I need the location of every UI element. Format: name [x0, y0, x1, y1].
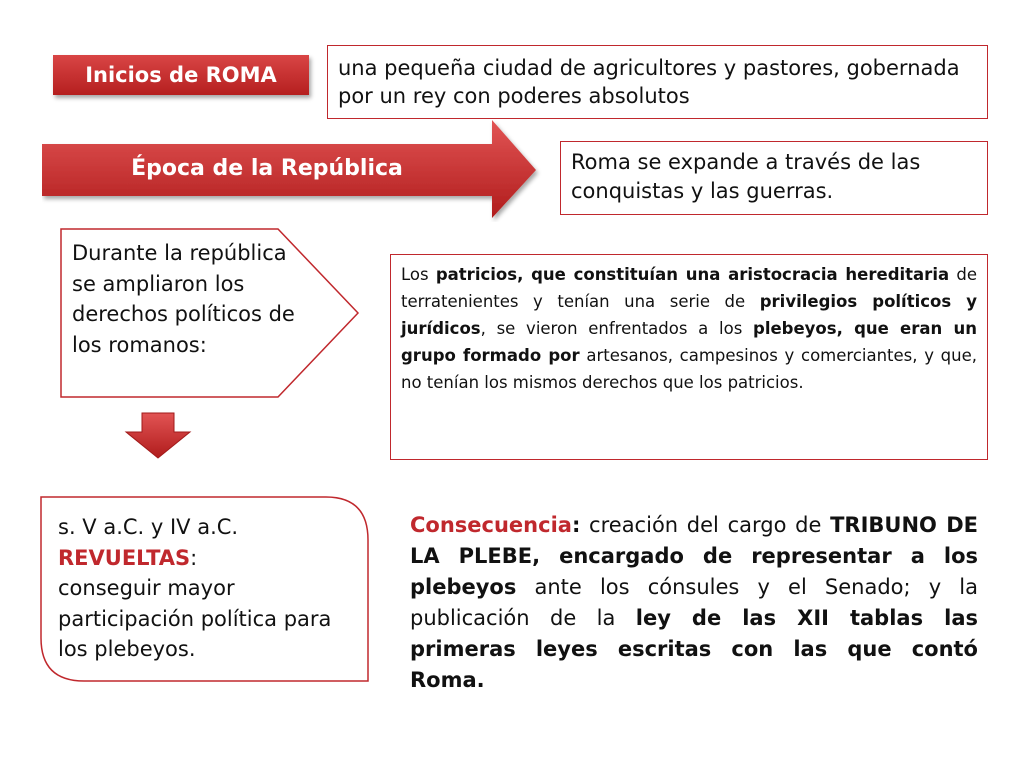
derechos-text: Durante la república se ampliaron los derechos políticos de los romanos:: [72, 241, 295, 357]
republica-label: Época de la República: [131, 156, 403, 181]
patricios-text-3: , se vieron enfrentados a los: [480, 319, 754, 338]
patricios-bold-2: privilegios políticos y jurídicos: [401, 292, 977, 338]
revueltas-text-block: [58, 512, 358, 665]
patricios-bold-3: plebeyos, que eran un grupo formado por: [401, 319, 977, 365]
down-arrow-icon: [124, 412, 192, 460]
inicios-description: una pequeña ciudad de agricultores y pastores, gobernada por un rey con poderes absolutos: [338, 56, 960, 108]
republica-description: Roma se expande a través de las conquistas y las guerras.: [571, 150, 921, 203]
consecuencia-paragraph: [410, 510, 978, 696]
consecuencia-bold-2: ley de las XII tablas las primeras leyes escritas con las que contó Roma.: [410, 606, 978, 692]
consecuencia-label: Consecuencia: [410, 513, 572, 537]
consecuencia-colon: :: [571, 513, 581, 537]
revueltas-description: conseguir mayor participación política para los plebeyos.: [58, 576, 332, 661]
patricios-bold-1: patricios, que constituían una aristocracia hereditaria: [435, 265, 950, 284]
patricios-text-1: Los: [401, 265, 436, 284]
consecuencia-text-2: ante los cónsules y el Senado; y la publicación de la: [410, 575, 978, 630]
revueltas-heading: [58, 543, 358, 574]
revueltas-keyword: REVUELTAS: [58, 545, 191, 570]
revueltas-colon: :: [190, 545, 198, 570]
republica-description-box: [560, 141, 988, 215]
revueltas-period: s. V a.C. y IV a.C.: [58, 515, 239, 539]
consecuencia-text-1: creación del cargo de: [580, 513, 831, 537]
inicios-description-box: [327, 45, 988, 119]
patricios-description-box: [390, 254, 988, 460]
patricios-text-4: artesanos, campesinos y comerciantes, y que, no tenían los mismos derechos que los patricios.: [401, 346, 977, 392]
consecuencia-bold-1: TRIBUNO DE LA PLEBE, encargado de representar a los plebeyos: [410, 513, 978, 599]
inicios-roma-label: Inicios de ROMA: [53, 55, 309, 95]
patricios-text-2: de terratenientes y tenían una serie de: [401, 265, 977, 311]
